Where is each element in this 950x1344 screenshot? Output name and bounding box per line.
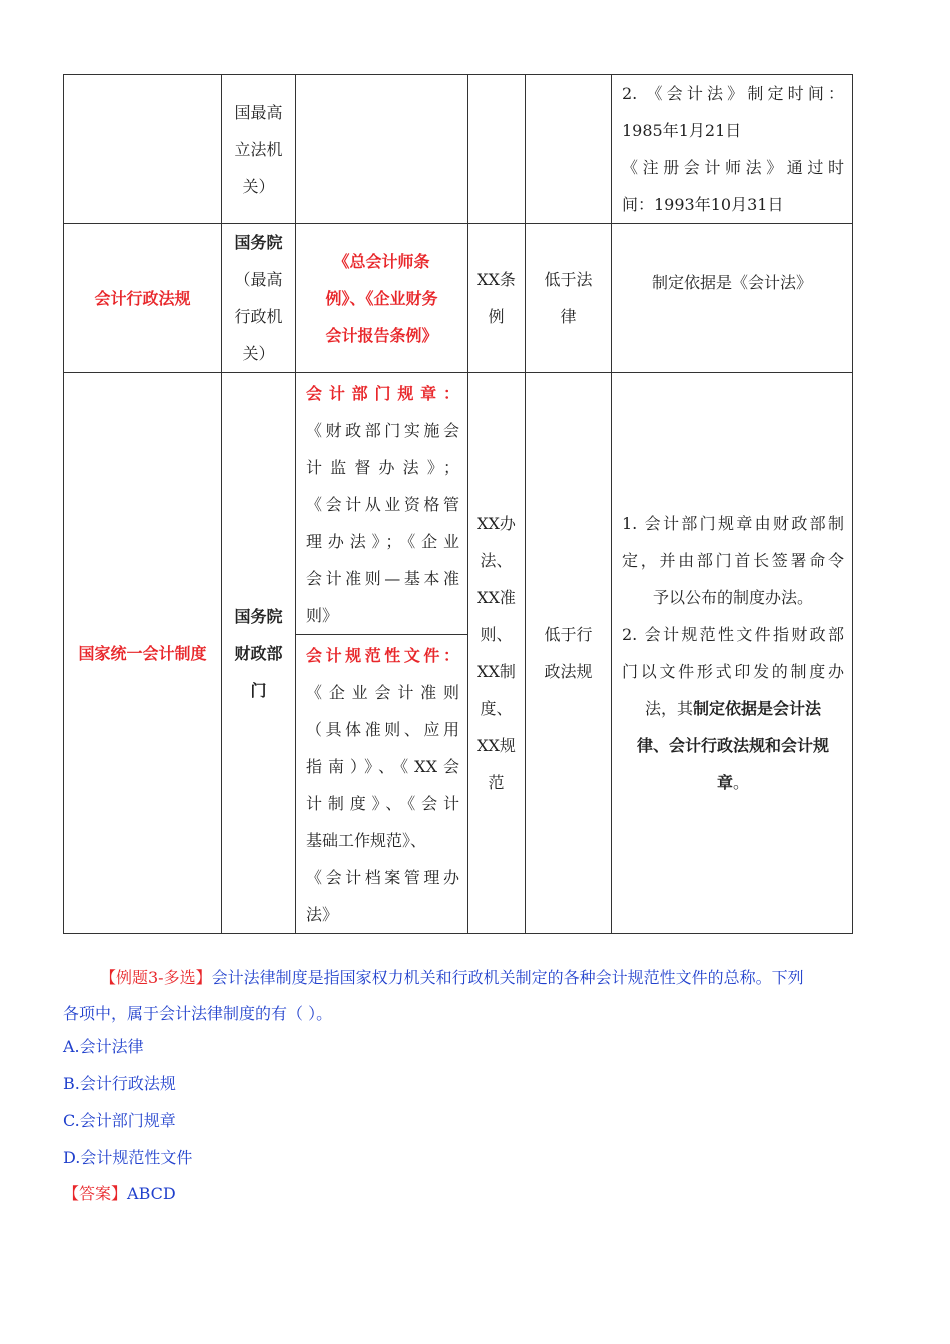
question-text-line2: 各项中，属于会计法律制度的有（ ）。 — [63, 1004, 333, 1023]
note-cell — [612, 75, 853, 224]
note-emphasis: 制定依据是会计法 — [693, 699, 822, 718]
form-line: 例 — [488, 307, 505, 326]
form-line: XX办 — [477, 514, 516, 533]
normative-docs-cell — [296, 635, 468, 934]
normative-docs-line: 计制度》、《会计 — [306, 794, 459, 813]
form-line: XX准 — [477, 588, 516, 607]
form-cell — [468, 224, 526, 373]
note-text: 法，其 — [644, 699, 693, 718]
issuer-line: 国最高 — [234, 102, 283, 122]
option-b: B.会计行政法规 — [63, 1074, 176, 1093]
rank-line: 低于行 — [544, 625, 593, 644]
example-line: 会计报告条例》 — [325, 325, 438, 345]
normative-docs-line: 法》 — [306, 905, 339, 924]
note-line: 2. 《会计法》制定时间： — [622, 84, 844, 103]
normative-docs-line: 基础工作规范》、 — [306, 831, 427, 850]
note-text: 。 — [733, 773, 750, 792]
dept-rules-cell — [296, 373, 468, 635]
form-cell — [468, 75, 526, 224]
question-stem — [63, 960, 863, 1032]
issuer-cell — [222, 224, 296, 373]
category-cell — [64, 75, 222, 224]
note-line: 《注册会计师法》通过时 — [622, 158, 844, 177]
issuer-line: （最高 — [234, 270, 283, 289]
question-tag: 【例题3-多选】 — [100, 968, 212, 987]
table-row — [64, 373, 853, 635]
note-line: 予以公布的制度办法。 — [652, 588, 813, 607]
dept-rules-line: 《会计从业资格管 — [306, 495, 459, 514]
dept-rules-line: 理办法》；《企业 — [306, 532, 459, 551]
option-c: C.会计部门规章 — [63, 1111, 176, 1130]
note-line — [622, 690, 844, 727]
note-cell: 制定依据是《会计法》 — [612, 224, 853, 373]
note-emphasis: 章 — [716, 773, 733, 792]
form-line: 度、 — [480, 699, 513, 718]
form-line: XX条 — [477, 270, 516, 289]
issuer-line: 国务院 — [234, 606, 283, 626]
normative-docs-line: 《会计档案管理办 — [306, 868, 459, 887]
rank-cell — [526, 75, 612, 224]
rank-line: 政法规 — [544, 662, 593, 681]
issuer-line: 财政部 — [234, 643, 283, 663]
form-line: XX制 — [477, 662, 516, 681]
issuer-line: 门 — [250, 680, 267, 700]
normative-docs-line: （具体准则、应用 — [306, 720, 459, 739]
question-text-line1: 会计法律制度是指国家权力机关和行政机关制定的各种会计规范性文件的总称。下列 — [211, 968, 804, 987]
example-line: 例》、《企业财务 — [325, 288, 438, 308]
category-cell: 会计行政法规 — [64, 224, 222, 373]
issuer-line: 国务院 — [234, 233, 283, 252]
option-a: A.会计法律 — [63, 1037, 144, 1056]
table-row — [64, 224, 853, 373]
issuer-cell — [222, 373, 296, 934]
examples-cell — [296, 224, 468, 373]
law-hierarchy-table — [63, 74, 853, 934]
dept-rules-line: 《财政部门实施会 — [306, 421, 459, 440]
note-line: 间：1993年10月31日 — [622, 195, 784, 214]
rank-line: 律 — [560, 307, 577, 326]
note-line: 1985年1月21日 — [622, 121, 742, 140]
issuer-line: 立法机 — [234, 139, 283, 159]
form-line: 范 — [488, 773, 505, 792]
rank-line: 低于法 — [544, 270, 593, 289]
normative-docs-title: 会计规范性文件： — [306, 646, 459, 665]
example-line: 《总会计师条 — [333, 251, 430, 271]
category-cell: 国家统一会计制度 — [64, 373, 222, 934]
dept-rules-line: 会计准则—基本准 — [306, 569, 459, 588]
note-line: 律、会计行政法规和会计规 — [636, 736, 829, 755]
table-row — [64, 75, 853, 224]
note-line: 1. 会计部门规章由财政部制 — [622, 514, 844, 533]
normative-docs-line: 《企业会计准则 — [306, 683, 459, 702]
note-line: 定，并由部门首长签署命令 — [622, 551, 844, 570]
issuer-line: 关） — [242, 344, 275, 363]
issuer-line: 行政机 — [234, 307, 283, 326]
answer-tag: 【答案】 — [63, 1184, 128, 1203]
answer — [63, 1182, 863, 1206]
dept-rules-title: 会计部门规章： — [306, 384, 459, 403]
issuer-line: 关） — [242, 176, 275, 196]
normative-docs-line: 指南）》、《XX会 — [306, 757, 459, 776]
dept-rules-line: 则》 — [306, 606, 339, 625]
answer-value: ABCD — [127, 1184, 176, 1203]
note-line: 门以文件形式印发的制度办 — [622, 662, 844, 681]
rank-cell — [526, 373, 612, 934]
rank-cell — [526, 224, 612, 373]
note-line: 2. 会计规范性文件指财政部 — [622, 625, 844, 644]
examples-cell — [296, 75, 468, 224]
form-cell — [468, 373, 526, 934]
option-d: D.会计规范性文件 — [63, 1148, 193, 1167]
form-line: XX规 — [477, 736, 516, 755]
issuer-cell — [222, 75, 296, 224]
form-line: 则、 — [480, 625, 513, 644]
dept-rules-line: 计监督办法》； — [306, 458, 459, 477]
note-cell — [612, 373, 853, 934]
form-line: 法、 — [480, 551, 513, 570]
note-line — [622, 764, 844, 801]
